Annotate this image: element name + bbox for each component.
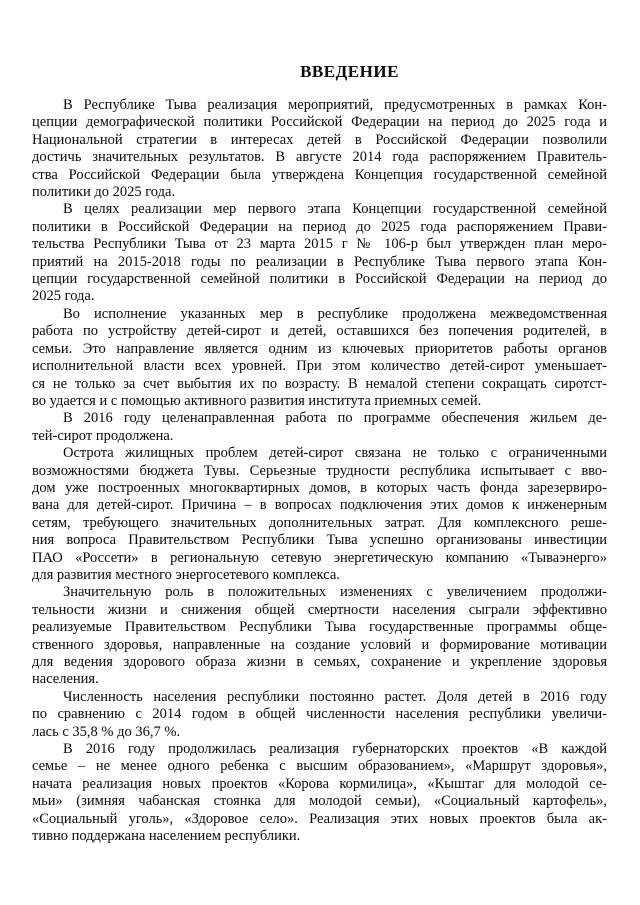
paragraph-line: цепции государственной семейной политики в Российской Федерации на период до [32, 271, 607, 288]
paragraph-line: ственного здоровья, направленные на создание условий и формирование мотивации [32, 636, 607, 653]
paragraph-line: семье – не менее одного ребенка с высшим образованием», «Маршрут здоровья», [32, 758, 607, 775]
paragraph-line: семьи. Это направление является одним из ключевых приоритетов работы органов [32, 340, 607, 357]
paragraph-line: мьи» (зимняя чабанская стоянка для молодой семьи), «Социальный картофель», [32, 793, 607, 810]
paragraph-line: В целях реализации мер первого этапа Концепции государственной семейной [63, 201, 607, 218]
paragraph-line: исполнительной власти всех уровней. При этом количество детей-сирот уменьшает- [32, 358, 607, 375]
paragraph-line: начата реализация новых проектов «Корова кормилица», «Кыштаг для молодой се- [32, 775, 607, 792]
paragraph [32, 410, 607, 445]
paragraph-line: Во исполнение указанных мер в республике продолжена межведомственная [63, 305, 607, 322]
paragraph [32, 689, 607, 741]
paragraph [32, 306, 607, 410]
paragraph-line: Национальной стратегии в интересах детей в Российской Федерации позволили [32, 131, 607, 148]
paragraph-line: политики в Российской Федерации на период до 2025 года распоряжением Прави- [32, 218, 607, 235]
paragraph-line: для ведения здорового образа жизни в семьях, сохранение и укрепление здоровья [32, 654, 607, 670]
paragraph-line: работа по устройству детей-сирот и детей, оставшихся без попечения родителей, в [32, 323, 607, 340]
paragraph-line: для развития местного энергосетевого комплекса. [32, 566, 340, 583]
paragraph-line: вана для детей-сирот. Причина – в вопросах подключения этих домов к инженерным [32, 497, 607, 514]
document-body [32, 97, 607, 845]
paragraph-line: В 2016 году целенаправленная работа по программе обеспечения жильем де- [63, 410, 607, 427]
paragraph-line: Численность населения республики постоянно растет. Доля детей в 2016 году [63, 688, 607, 705]
paragraph-line: ния вопроса Правительством Республики Тыва успешно организованы инвестиции [32, 532, 607, 549]
paragraph-line: тельства Республики Тыва от 23 марта 2015 г № 106-р был утвержден план меро- [32, 236, 607, 253]
paragraph [32, 97, 607, 201]
paragraph-line: по сравнению с 2014 годом в общей численности населения республики увеличи- [32, 706, 607, 723]
paragraph [32, 741, 607, 845]
paragraph-line: цепции демографической политики Российской Федерации на период до 2025 года и [32, 114, 607, 131]
paragraph-line: сетям, требующего значительных дополнительных затрат. Для комплексного реше- [32, 514, 607, 531]
paragraph-line: дом уже построенных многоквартирных домов, в которых часть фонда зарезервиро- [32, 479, 607, 496]
paragraph-line: тей-сирот продолжена. [32, 427, 174, 444]
paragraph-line: приятий на 2015-2018 годы по реализации в Республике Тыва первого этапа Кон- [32, 253, 607, 270]
paragraph-line: политики до 2025 года. [32, 184, 176, 201]
paragraph-line: лась с 35,8 % до 36,7 %. [32, 723, 181, 740]
paragraph-line: возможностями бюджета Тувы. Серьезные трудности республика испытывает с вво- [32, 462, 607, 479]
paragraph-line: реализуемые Правительством Республики Тыва государственные программы обще- [32, 619, 607, 636]
page-title: ВВЕДЕНИЕ [300, 62, 399, 81]
paragraph-line: Значительную роль в положительных изменениях с увеличением продолжи- [63, 584, 607, 601]
paragraph-line: ства Российской Федерации была утверждена Концепция государственной семейной [32, 166, 607, 183]
paragraph-line: Острота жилищных проблем детей-сирот связана не только с ограниченными [63, 445, 607, 462]
paragraph-line: В 2016 году продолжилась реализация губернаторских проектов «В каждой [63, 741, 607, 758]
paragraph-line: «Социальный уголь», «Здоровое село». Реализация этих новых проектов была ак- [32, 810, 607, 827]
paragraph-line: ся не только за счет выбытия их по возрасту. В немалой степени сокращать сиротст- [32, 375, 607, 392]
paragraph-line: В Республике Тыва реализация мероприятий, предусмотренных в рамках Кон- [63, 97, 607, 113]
paragraph [32, 584, 607, 688]
paragraph-line: 2025 года. [32, 288, 95, 305]
paragraph-line: ПАО «Россети» в региональную сетевую энергетическую компанию «Тываэнерго» [32, 549, 607, 566]
paragraph [32, 201, 607, 305]
paragraph [32, 445, 607, 584]
paragraph-line: тивно поддержана населением республики. [32, 828, 301, 845]
paragraph-line: населения. [32, 671, 99, 688]
paragraph-line: тельности жизни и снижения общей смертности населения сыграли эффективно [32, 601, 607, 618]
paragraph-line: во удается и с помощью активного развития института приемных семей. [32, 392, 482, 409]
paragraph-line: достичь значительных результатов. В августе 2014 года распоряжением Правитель- [32, 149, 607, 166]
